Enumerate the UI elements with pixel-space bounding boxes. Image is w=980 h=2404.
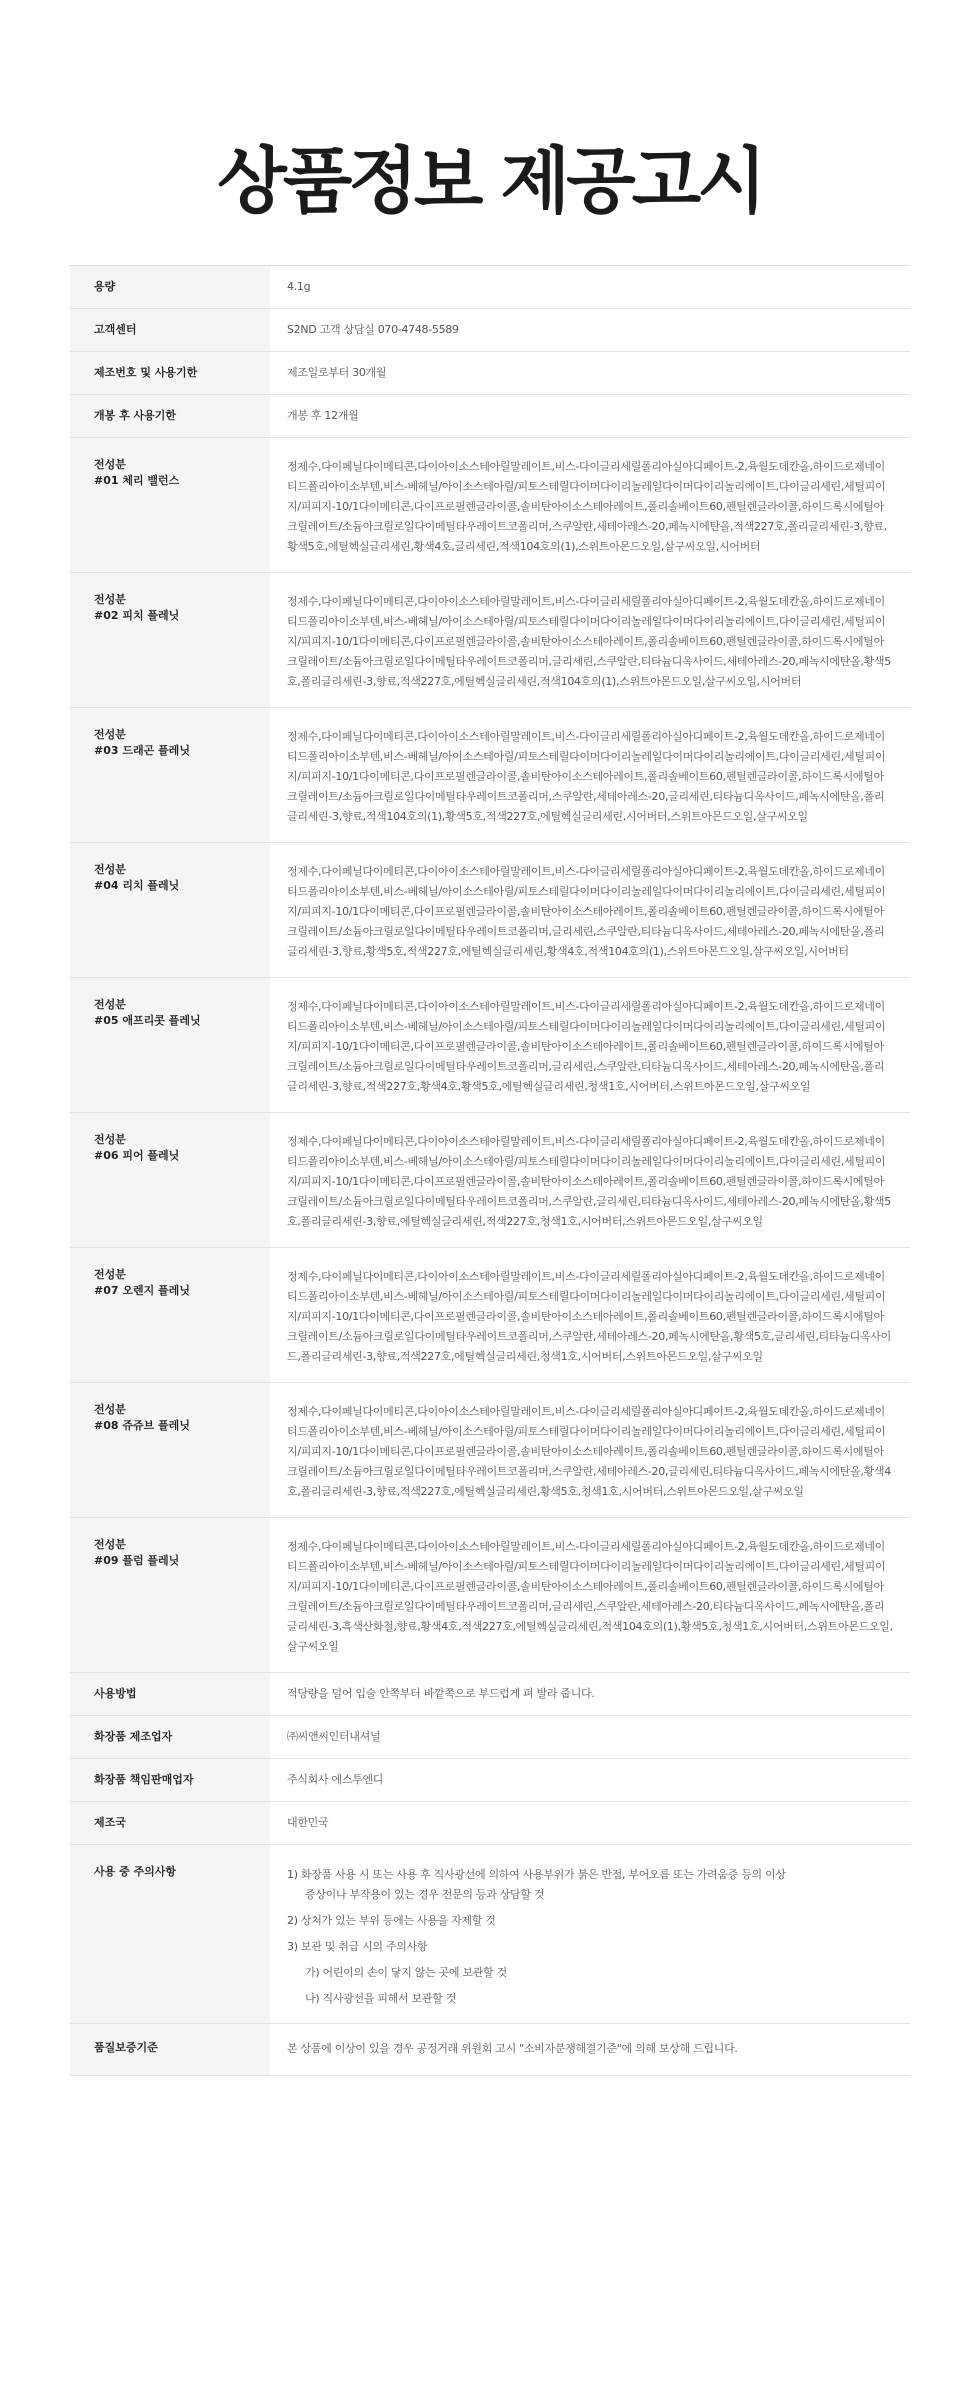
caution-item xyxy=(287,1865,893,1905)
row-label: 사용 중 주의사항 xyxy=(70,1845,270,2024)
row-label: 개봉 후 사용기한 xyxy=(70,395,270,438)
label-line: 전성분 xyxy=(94,1268,126,1281)
row-label xyxy=(70,438,270,573)
table-row-ingredients-02 xyxy=(70,573,910,708)
ingredients-text: 정제수,다이페닐다이메티콘,다이아이소스테아릴말레이트,비스-다이글리세릴폴리아실아디페이트-2,육월도데칸올,하이드로제네이티드폴리아이소부텐,비스-베헤닐/아이소스테아릴/피토스테릴다이머다이리놀레일다이머다이리놀리에이트,다이글리세린,세틸피이지/피피지-10/1다이메티콘,다이프로필렌글라이콜,솔비탄아이소스테아레이트,폴리솔베이트60,펜틸렌글라이콜,하이드록시에틸아크릴레이트/소듐아크릴로일다이메틸타우레이트코폴리머,스쿠알란,세테아레스-20,글리세린,티타늄디옥사이드,페녹시에탄올,폴리글리세린-3,향료,적색104호의(1),황색5호,적색227호,에틸헥실글리세린,시어버터,스위트아몬드오일,살구씨오일 xyxy=(270,708,910,843)
caution-subitem: 나) 직사광선을 피해서 보관할 것 xyxy=(305,1992,457,2005)
label-line: #03 드래곤 플레닛 xyxy=(94,744,190,757)
caution-subitem: 가) 어린이의 손이 닿지 않는 곳에 보관할 것 xyxy=(305,1966,507,1979)
table-row-cautions xyxy=(70,1845,910,2024)
label-line: #07 오렌지 플레닛 xyxy=(94,1284,190,1297)
caution-item xyxy=(287,1937,893,2009)
caution-line: 1) 화장품 사용 시 또는 사용 후 직사광선에 의하여 사용부위가 붉은 반점, 부어오름 또는 가려움증 등의 이상 xyxy=(287,1868,786,1881)
row-label: 품질보증기준 xyxy=(70,2024,270,2076)
row-value: 4.1g xyxy=(270,266,910,309)
table-row-expiry xyxy=(70,352,910,395)
row-label xyxy=(70,1518,270,1673)
label-line: 전성분 xyxy=(94,998,126,1011)
table-row-ingredients-06 xyxy=(70,1113,910,1248)
table-row-after-open xyxy=(70,395,910,438)
label-line: #06 피어 플레닛 xyxy=(94,1149,180,1162)
label-line: 전성분 xyxy=(94,863,126,876)
table-row-volume xyxy=(70,266,910,309)
row-label xyxy=(70,1248,270,1383)
table-row-maker xyxy=(70,1716,910,1759)
ingredients-text: 정제수,다이페닐다이메티콘,다이아이소스테아릴말레이트,비스-다이글리세릴폴리아실아디페이트-2,육월도데칸올,하이드로제네이티드폴리아이소부텐,비스-베헤닐/아이소스테아릴/피토스테릴다이머다이리놀레일다이머다이리놀리에이트,다이글리세린,세틸피이지/피피지-10/1다이메티콘,다이프로필렌글라이콜,솔비탄아이소스테아레이트,폴리솔베이트60,펜틸렌글라이콜,하이드록시에틸아크릴레이트/소듐아크릴로일다이메틸타우레이트코폴리머,스쿠알란,세테아레스-20,페녹시에탄올,황색5호,글리세린,티타늄디옥사이드,폴리글리세린-3,향료,적색227호,에틸헥실글리세린,청색1호,시어버터,스위트아몬드오일,살구씨오일 xyxy=(270,1248,910,1383)
table-row-ingredients-09 xyxy=(70,1518,910,1673)
ingredients-text: 정제수,다이페닐다이메티콘,다이아이소스테아릴말레이트,비스-다이글리세릴폴리아실아디페이트-2,육월도데칸올,하이드로제네이티드폴리아이소부텐,비스-베헤닐/아이소스테아릴/피토스테릴다이머다이리놀레일다이머다이리놀리에이트,다이글리세린,세틸피이지/피피지-10/1다이메티콘,다이프로필렌글라이콜,솔비탄아이소스테아레이트,폴리솔베이트60,펜틸렌글라이콜,하이드록시에틸아크릴레이트/소듐아크릴로일다이메틸타우레이트코폴리머,글리세린,스쿠알란,세테아레스-20,티타늄디옥사이드,페녹시에탄올,폴리글리세린-3,흑색산화철,향료,황색4호,적색227호,에틸헥실글리세린,적색104호의(1),황색5호,청색1호,시어버터,스위트아몬드오일,살구씨오일 xyxy=(270,1518,910,1673)
caution-line: 증상이나 부작용이 있는 경우 전문의 등과 상담할 것 xyxy=(305,1888,545,1901)
ingredients-text: 정제수,다이페닐다이메티콘,다이아이소스테아릴말레이트,비스-다이글리세릴폴리아실아디페이트-2,육월도데칸올,하이드로제네이티드폴리아이소부텐,비스-베헤닐/아이소스테아릴/피토스테릴다이머다이리놀레일다이머다이리놀리에이트,다이글리세린,세틸피이지/피피지-10/1다이메티콘,다이프로필렌글라이콜,솔비탄아이소스테아레이트,폴리솔베이트60,펜틸렌글라이콜,하이드록시에틸아크릴레이트/소듐아크릴로일다이메틸타우레이트코폴리머,스쿠알란,세테아레스-20,글리세린,티타늄디옥사이드,페녹시에탄올,황색4호,폴리글리세린-3,향료,적색227호,에틸헥실글리세린,황색5호,청색1호,시어버터,스위트아몬드오일,살구씨오일 xyxy=(270,1383,910,1518)
table-row-ingredients-07 xyxy=(70,1248,910,1383)
ingredients-text: 정제수,다이페닐다이메티콘,다이아이소스테아릴말레이트,비스-다이글리세릴폴리아실아디페이트-2,육월도데칸올,하이드로제네이티드폴리아이소부텐,비스-베헤닐/아이소스테아릴/피토스테릴다이머다이리놀레일다이머다이리놀리에이트,다이글리세린,세틸피이지/피피지-10/1다이메티콘,다이프로필렌글라이콜,솔비탄아이소스테아레이트,폴리솔베이트60,펜틸렌글라이콜,하이드록시에틸아크릴레이트/소듐아크릴로일다이메틸타우레이트코폴리머,글리세린,스쿠알란,티타늄디옥사이드,세테아레스-20,페녹시에탄올,폴리글리세린-3,향료,황색5호,적색227호,에틸헥실글리세린,황색4호,적색104호의(1),스위트아몬드오일,살구씨오일,시어버터 xyxy=(270,843,910,978)
row-label xyxy=(70,1383,270,1518)
ingredients-text: 정제수,다이페닐다이메티콘,다이아이소스테아릴말레이트,비스-다이글리세릴폴리아실아디페이트-2,육월도데칸올,하이드로제네이티드폴리아이소부텐,비스-베헤닐/아이소스테아릴/피토스테릴다이머다이리놀레일다이머다이리놀리에이트,다이글리세린,세틸피이지/피피지-10/1다이메티콘,다이프로필렌글라이콜,솔비탄아이소스테아레이트,폴리솔베이트60,펜틸렌글라이콜,하이드록시에틸아크릴레이트/소듐아크릴로일다이메틸타우레이트코폴리머,스쿠알란,글리세린,티타늄디옥사이드,세테아레스-20,페녹시에탄올,황색5호,폴리글리세린-3,향료,에틸헥실글리세린,적색227호,청색1호,시어버터,스위트아몬드오일,살구씨오일 xyxy=(270,1113,910,1248)
label-line: 전성분 xyxy=(94,1403,126,1416)
row-label: 고객센터 xyxy=(70,309,270,352)
label-line: #05 애프리콧 플레닛 xyxy=(94,1014,201,1027)
label-line: 전성분 xyxy=(94,458,126,471)
row-label xyxy=(70,708,270,843)
label-line: #04 리치 플레닛 xyxy=(94,879,180,892)
row-value: 적당량을 덜어 입술 안쪽부터 바깥쪽으로 부드럽게 펴 발라 줍니다. xyxy=(270,1673,910,1716)
row-label: 제조국 xyxy=(70,1802,270,1845)
label-line: #09 플럼 플레닛 xyxy=(94,1554,180,1567)
row-value: 본 상품에 이상이 있을 경우 공정거래 위원회 고시 "소비자분쟁해결기준"에 의해 보상해 드립니다. xyxy=(270,2024,910,2076)
row-label: 사용방법 xyxy=(70,1673,270,1716)
page-title: 상품정보 제공고시 xyxy=(217,139,763,223)
row-label xyxy=(70,1113,270,1248)
label-line: #08 쥬쥬브 플레닛 xyxy=(94,1419,190,1432)
row-value: 개봉 후 12개월 xyxy=(270,395,910,438)
label-line: #01 체리 밸런스 xyxy=(94,474,180,487)
cautions-list xyxy=(270,1845,910,2024)
table-row-ingredients-01 xyxy=(70,438,910,573)
ingredients-text: 정제수,다이페닐다이메티콘,다이아이소스테아릴말레이트,비스-다이글리세릴폴리아실아디페이트-2,육월도데칸올,하이드로제네이티드폴리아이소부텐,비스-베헤닐/아이소스테아릴/피토스테릴다이머다이리놀레일다이머다이리놀리에이트,다이글리세린,세틸피이지/피피지-10/1다이메티콘,다이프로필렌글라이콜,솔비탄아이소스테아레이트,폴리솔베이트60,펜틸렌글라이콜,하이드록시에틸아크릴레이트/소듐아크릴로일다이메틸타우레이트코폴리머,글리세린,스쿠알란,티타늄디옥사이드,세테아레스-20,페녹시에탄올,폴리글리세린-3,향료,적색227호,황색4호,황색5호,에틸헥실글리세린,청색1호,시어버터,스위트아몬드오일,살구씨오일 xyxy=(270,978,910,1113)
table-row-ingredients-03 xyxy=(70,708,910,843)
label-line: 전성분 xyxy=(94,728,126,741)
caution-item: 2) 상처가 있는 부위 등에는 사용을 자제할 것 xyxy=(287,1914,496,1927)
table-row-warranty xyxy=(70,2024,910,2076)
product-info-table xyxy=(70,265,910,2076)
row-value: S2ND 고객 상담실 070-4748-5589 xyxy=(270,309,910,352)
row-value: 제조일로부터 30개월 xyxy=(270,352,910,395)
label-line: 전성분 xyxy=(94,593,126,606)
row-label xyxy=(70,978,270,1113)
table-row-ingredients-05 xyxy=(70,978,910,1113)
row-label: 화장품 제조업자 xyxy=(70,1716,270,1759)
ingredients-text: 정제수,다이페닐다이메티콘,다이아이소스테아릴말레이트,비스-다이글리세릴폴리아실아디페이트-2,육월도데칸올,하이드로제네이티드폴리아이소부텐,비스-베헤닐/아이소스테아릴/피토스테릴다이머다이리놀레일다이머다이리놀리에이트,다이글리세린,세틸피이지/피피지-10/1다이메티콘,다이프로필렌글라이콜,솔비탄아이소스테아레이트,폴리솔베이트60,펜틸렌글라이콜,하이드록시에틸아크릴레이트/소듐아크릴로일다이메틸타우레이트코폴리머,글리세린,스쿠알란,티타늄디옥사이드,세테아레스-20,페녹시에탄올,황색5호,폴리글리세린-3,향료,적색227호,에틸헥실글리세린,적색104호의(1),스위트아몬드오일,살구씨오일,시어버터 xyxy=(270,573,910,708)
table-row-country xyxy=(70,1802,910,1845)
label-line: 전성분 xyxy=(94,1538,126,1551)
row-value: ㈜씨앤씨인터내셔널 xyxy=(270,1716,910,1759)
row-value: 대한민국 xyxy=(270,1802,910,1845)
table-row-ingredients-04 xyxy=(70,843,910,978)
row-value: 주식회사 에스투엔디 xyxy=(270,1759,910,1802)
row-label: 용량 xyxy=(70,266,270,309)
caution-line: 3) 보관 및 취급 시의 주의사항 xyxy=(287,1940,428,1953)
table-row-seller xyxy=(70,1759,910,1802)
label-line: 전성분 xyxy=(94,1133,126,1146)
row-label: 제조번호 및 사용기한 xyxy=(70,352,270,395)
row-label: 화장품 책임판매업자 xyxy=(70,1759,270,1802)
table-row-customer-center xyxy=(70,309,910,352)
table-row-ingredients-08 xyxy=(70,1383,910,1518)
row-label xyxy=(70,843,270,978)
label-line: #02 피치 플레닛 xyxy=(94,609,180,622)
table-row-usage xyxy=(70,1673,910,1716)
row-label xyxy=(70,573,270,708)
ingredients-text: 정제수,다이페닐다이메티콘,다이아이소스테아릴말레이트,비스-다이글리세릴폴리아실아디페이트-2,육월도데칸올,하이드로제네이티드폴리아이소부텐,비스-베헤닐/아이소스테아릴/피토스테릴다이머다이리놀레일다이머다이리놀리에이트,다이글리세린,세틸피이지/피피지-10/1다이메티콘,다이프로필렌글라이콜,솔비탄아이소스테아레이트,폴리솔베이트60,펜틸렌글라이콜,하이드록시에틸아크릴레이트/소듐아크릴로일다이메틸타우레이트코폴리머,스쿠알란,세테아레스-20,페녹시에탄올,적색227호,폴리글리세린-3,향료,황색5호,에틸헥실글리세린,황색4호,글리세린,적색104호의(1),스위트아몬드오일,살구씨오일,시어버터 xyxy=(270,438,910,573)
